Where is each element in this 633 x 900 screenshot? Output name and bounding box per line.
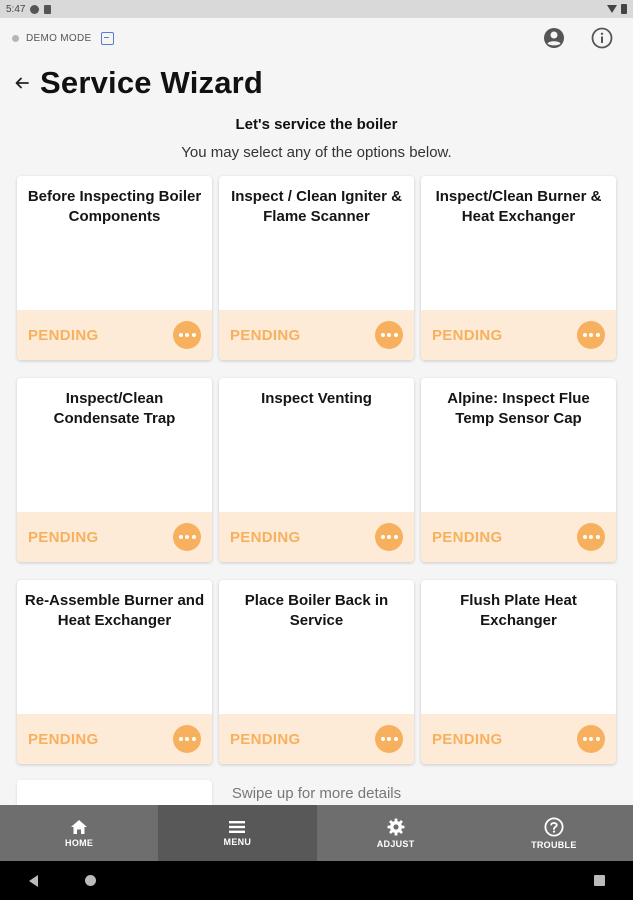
intro-subtext: You may select any of the options below.	[181, 144, 452, 161]
task-card-footer	[17, 310, 212, 360]
task-card-title: Inspect / Clean Igniter & Flame Scanner	[231, 188, 402, 225]
demo-indicator-icon	[12, 35, 19, 42]
task-card[interactable]	[421, 580, 616, 764]
status-time: 5:47	[6, 3, 26, 15]
sim-icon	[44, 5, 51, 14]
status-badge: PENDING	[230, 528, 301, 546]
status-badge: PENDING	[28, 528, 99, 546]
task-card[interactable]	[17, 580, 212, 764]
menu-icon	[228, 820, 246, 834]
info-icon[interactable]	[591, 27, 613, 49]
sync-icon	[30, 5, 39, 14]
task-card-title: Inspect/Clean Burner & Heat Exchanger	[435, 188, 602, 225]
back-arrow-icon[interactable]	[12, 73, 32, 93]
status-badge: PENDING	[28, 326, 99, 344]
demo-mode-label: DEMO MODE	[26, 32, 92, 44]
nav-home-label: HOME	[65, 837, 94, 848]
task-card-title: Before Inspecting Boiler Components	[27, 188, 202, 225]
service-task-grid	[17, 176, 617, 764]
task-card[interactable]	[219, 176, 414, 360]
task-card-title: Inspect/Clean Condensate Trap	[53, 390, 176, 427]
status-badge: PENDING	[28, 730, 99, 748]
task-card-footer	[219, 512, 414, 562]
nav-trouble[interactable]	[475, 805, 633, 861]
nav-menu[interactable]	[158, 805, 316, 861]
task-card[interactable]	[17, 378, 212, 562]
more-options-icon[interactable]	[577, 321, 605, 349]
more-options-icon[interactable]	[173, 725, 201, 753]
status-badge: PENDING	[230, 326, 301, 344]
more-options-icon[interactable]	[375, 321, 403, 349]
bottom-nav	[0, 805, 633, 861]
battery-icon	[621, 4, 627, 14]
help-circle-icon	[544, 817, 564, 837]
nav-menu-label: MENU	[223, 836, 252, 847]
system-nav-bar	[0, 861, 633, 900]
task-card[interactable]	[421, 378, 616, 562]
more-options-icon[interactable]	[577, 725, 605, 753]
gear-icon	[387, 818, 405, 836]
task-card-title: Alpine: Inspect Flue Temp Sensor Cap	[447, 390, 590, 427]
task-card-footer	[17, 512, 212, 562]
exit-demo-icon[interactable]	[101, 32, 114, 45]
more-options-icon[interactable]	[375, 725, 403, 753]
status-badge: PENDING	[230, 730, 301, 748]
task-card[interactable]	[219, 378, 414, 562]
nav-adjust-label: ADJUST	[376, 838, 415, 849]
more-options-icon[interactable]	[173, 321, 201, 349]
intro-heading: Let's service the boiler	[235, 116, 398, 133]
wifi-icon	[607, 5, 617, 13]
status-badge: PENDING	[432, 326, 503, 344]
task-card-footer	[219, 310, 414, 360]
status-badge: PENDING	[432, 730, 503, 748]
task-card[interactable]	[17, 176, 212, 360]
more-options-icon[interactable]	[173, 523, 201, 551]
account-icon[interactable]	[543, 27, 565, 49]
page-title: Service Wizard	[40, 65, 264, 100]
task-card-title: Inspect Venting	[261, 390, 372, 407]
system-home-icon[interactable]	[85, 875, 96, 886]
task-card-footer	[421, 714, 616, 764]
task-card[interactable]	[219, 580, 414, 764]
more-options-icon[interactable]	[577, 523, 605, 551]
task-card-footer	[219, 714, 414, 764]
task-card-title: Re-Assemble Burner and Heat Exchanger	[24, 592, 205, 629]
app-topbar	[0, 18, 633, 58]
nav-home[interactable]	[0, 805, 158, 861]
home-icon	[70, 819, 88, 835]
task-card-title: Place Boiler Back in Service	[244, 592, 389, 629]
task-card-footer	[421, 512, 616, 562]
status-bar	[0, 0, 633, 18]
task-card-title: Flush Plate Heat Exchanger	[460, 592, 577, 629]
task-card[interactable]	[421, 176, 616, 360]
more-options-icon[interactable]	[375, 523, 403, 551]
status-badge: PENDING	[432, 528, 503, 546]
system-back-icon[interactable]	[29, 875, 38, 887]
nav-trouble-label: TROUBLE	[531, 839, 577, 850]
task-card-footer	[17, 714, 212, 764]
task-card-footer	[421, 310, 616, 360]
page-header	[0, 58, 633, 108]
swipe-hint: Swipe up for more details	[231, 785, 402, 802]
system-recents-icon[interactable]	[594, 875, 605, 886]
nav-adjust[interactable]	[317, 805, 475, 861]
